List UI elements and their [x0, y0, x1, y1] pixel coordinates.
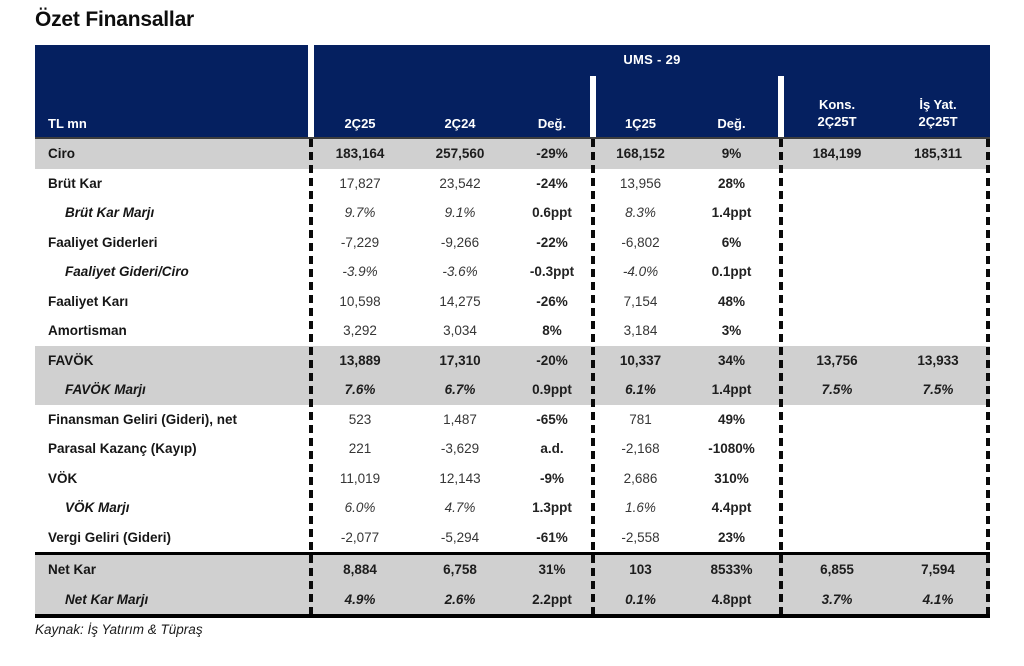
cell-value: -26% [536, 293, 568, 309]
row-label: FAVÖK Marjı [65, 382, 146, 398]
cell-value: -1080% [708, 441, 755, 457]
cell-value: 6,758 [443, 562, 477, 578]
cell-value: 1,487 [443, 411, 477, 427]
row-label: Faaliyet Gideri/Ciro [65, 264, 189, 280]
cell-value: 4.8ppt [711, 591, 752, 607]
cell-value: 1.3ppt [532, 500, 572, 516]
cell-value: 8533% [710, 562, 753, 578]
cell-value: 13,933 [917, 352, 959, 368]
cell-value: -9,266 [440, 234, 480, 250]
cell-value: 7.5% [922, 382, 954, 398]
column-header-consensus [784, 96, 890, 131]
cell-value: 7,594 [921, 562, 955, 578]
cell-value: 2,686 [623, 470, 658, 486]
cell-value: 13,756 [816, 352, 858, 368]
column-header-isyatirim [890, 96, 986, 131]
cell-value: -9% [539, 470, 564, 486]
cell-value: 6.7% [444, 382, 476, 398]
row-label: Net Kar Marjı [65, 591, 149, 607]
cell-value: 7.6% [344, 382, 376, 398]
cell-value: 9% [721, 146, 742, 162]
table-row-parasal-kazanc [35, 434, 990, 464]
cell-value: 3,292 [343, 323, 377, 339]
cell-value: -29% [536, 146, 568, 162]
cell-value: 184,199 [812, 146, 862, 162]
row-label: FAVÖK [48, 352, 94, 368]
row-label: Brüt Kar Marjı [65, 205, 155, 221]
cell-value: -6,802 [621, 234, 660, 250]
cell-value: 12,143 [439, 470, 481, 486]
table-row-faaliyet-giderleri [35, 228, 990, 258]
row-label: Faaliyet Giderleri [48, 234, 158, 250]
cell-value: 3.7% [821, 591, 853, 607]
cell-value: -4.0% [622, 264, 659, 280]
cell-value: 4.1% [922, 591, 954, 607]
cell-value: -2,558 [621, 529, 660, 545]
cell-value: 13,889 [339, 352, 381, 368]
table-row-amortisman [35, 316, 990, 346]
cell-value: -24% [536, 175, 568, 191]
row-label: Brüt Kar [48, 175, 103, 191]
cell-value: 2.6% [444, 591, 476, 607]
row-label: VÖK [48, 470, 78, 486]
cell-value: 28% [717, 175, 746, 191]
row-label: Faaliyet Karı [48, 293, 129, 309]
cell-value: 7.5% [821, 382, 853, 398]
cell-value: 13,956 [619, 175, 662, 191]
cell-value: 3,184 [623, 323, 658, 339]
cell-value: 10,337 [619, 352, 662, 368]
cell-value: 221 [348, 441, 372, 457]
table-body [35, 137, 990, 618]
cell-value: 1.6% [625, 500, 656, 516]
cell-value: 257,560 [435, 146, 485, 162]
group-header-ums29: UMS - 29 [623, 52, 681, 67]
cell-value: 523 [348, 411, 372, 427]
cell-value: 34% [717, 352, 746, 368]
cell-value: 1.4ppt [711, 382, 752, 398]
column-header-line: İş Yat. [919, 96, 957, 112]
cell-value: 48% [717, 293, 746, 309]
column-header: Değ. [717, 116, 746, 131]
dashed-divider [309, 139, 313, 614]
table-row-finansman-geliri [35, 405, 990, 435]
cell-value: 4.7% [444, 500, 476, 516]
cell-value: 310% [714, 470, 749, 486]
column-header-row [35, 96, 990, 131]
cell-value: -2,077 [340, 529, 380, 545]
row-label: Ciro [48, 146, 75, 162]
source-note: Kaynak: İş Yatırım & Tüpraş [35, 622, 203, 637]
cell-value: 4.9% [344, 591, 376, 607]
cell-value: 6.0% [344, 500, 376, 516]
cell-value: 103 [629, 562, 652, 578]
cell-value: 31% [538, 562, 566, 578]
column-header-line: 2Ç25T [817, 114, 857, 130]
cell-value: 17,310 [439, 352, 481, 368]
cell-value: -22% [536, 234, 568, 250]
cell-value: 9.1% [444, 205, 476, 221]
table-row-vok-marji [35, 493, 990, 523]
page-title: Özet Finansallar [35, 8, 195, 31]
row-label: Parasal Kazanç (Kayıp) [48, 441, 197, 457]
cell-value: 9.7% [344, 205, 376, 221]
cell-value: 0.9ppt [532, 382, 572, 398]
dashed-divider [779, 139, 783, 614]
table-row-vok [35, 464, 990, 494]
cell-value: 1.4ppt [711, 205, 752, 221]
table-row-vergi-geliri [35, 523, 990, 553]
cell-value: -5,294 [440, 529, 480, 545]
cell-value: 14,275 [439, 293, 481, 309]
cell-value: -3.6% [442, 264, 478, 280]
cell-value: 781 [629, 411, 652, 427]
row-label: Amortisman [48, 323, 127, 339]
row-label: Vergi Geliri (Gideri) [48, 529, 172, 545]
cell-value: 0.6ppt [532, 205, 572, 221]
column-header: 2Ç24 [444, 116, 476, 131]
dashed-divider [591, 139, 595, 614]
row-label: VÖK Marjı [65, 500, 130, 516]
cell-value: -20% [536, 352, 568, 368]
cell-value: 8,884 [343, 562, 377, 578]
dashed-divider [986, 139, 990, 614]
cell-value: 7,154 [623, 293, 658, 309]
cell-value: -2,168 [621, 441, 660, 457]
cell-value: 0.1ppt [711, 264, 752, 280]
cell-value: a.d. [540, 441, 564, 457]
column-header: Değ. [537, 116, 567, 131]
column-header-line: 2Ç25T [918, 114, 958, 130]
cell-value: -3,629 [440, 441, 480, 457]
cell-value: 17,827 [339, 175, 381, 191]
table-row-brut-kar [35, 169, 990, 199]
cell-value: 23% [717, 529, 746, 545]
cell-value: 3,034 [443, 323, 477, 339]
table-row-faaliyet-kari [35, 287, 990, 317]
corner-label: TL mn [48, 116, 87, 131]
row-label: Finansman Geliri (Gideri), net [48, 411, 238, 427]
column-header-line: Kons. [818, 96, 856, 112]
table-row-favok [35, 346, 990, 376]
financials-table [35, 45, 990, 618]
cell-value: 6% [721, 234, 742, 250]
cell-value: 8% [542, 323, 562, 339]
cell-value: 2.2ppt [532, 591, 572, 607]
cell-value: -0.3ppt [529, 264, 575, 280]
table-row-ciro [35, 139, 990, 169]
cell-value: 8.3% [625, 205, 656, 221]
cell-value: -61% [536, 529, 568, 545]
cell-value: 0.1% [625, 591, 656, 607]
row-label: Net Kar [48, 562, 97, 578]
cell-value: -65% [536, 411, 568, 427]
cell-value: 185,311 [913, 146, 963, 162]
cell-value: 6,855 [820, 562, 854, 578]
cell-value: 4.4ppt [711, 500, 752, 516]
table-row-brut-kar-marji [35, 198, 990, 228]
cell-value: -3.9% [342, 264, 378, 280]
cell-value: 11,019 [339, 470, 381, 486]
table-row-net-kar-marji [35, 585, 990, 615]
cell-value: 23,542 [439, 175, 481, 191]
column-header: 1Ç25 [624, 116, 657, 131]
table-row-favok-marji [35, 375, 990, 405]
table-header [35, 45, 990, 137]
cell-value: 6.1% [625, 382, 656, 398]
cell-value: 3% [721, 323, 742, 339]
table-row-net-kar [35, 552, 990, 585]
column-header: 2Ç25 [344, 116, 376, 131]
cell-value: 183,164 [335, 146, 385, 162]
cell-value: -7,229 [340, 234, 380, 250]
cell-value: 168,152 [616, 146, 665, 162]
cell-value: 49% [717, 411, 746, 427]
cell-value: 10,598 [339, 293, 381, 309]
table-row-faaliyet-gideri-ciro [35, 257, 990, 287]
